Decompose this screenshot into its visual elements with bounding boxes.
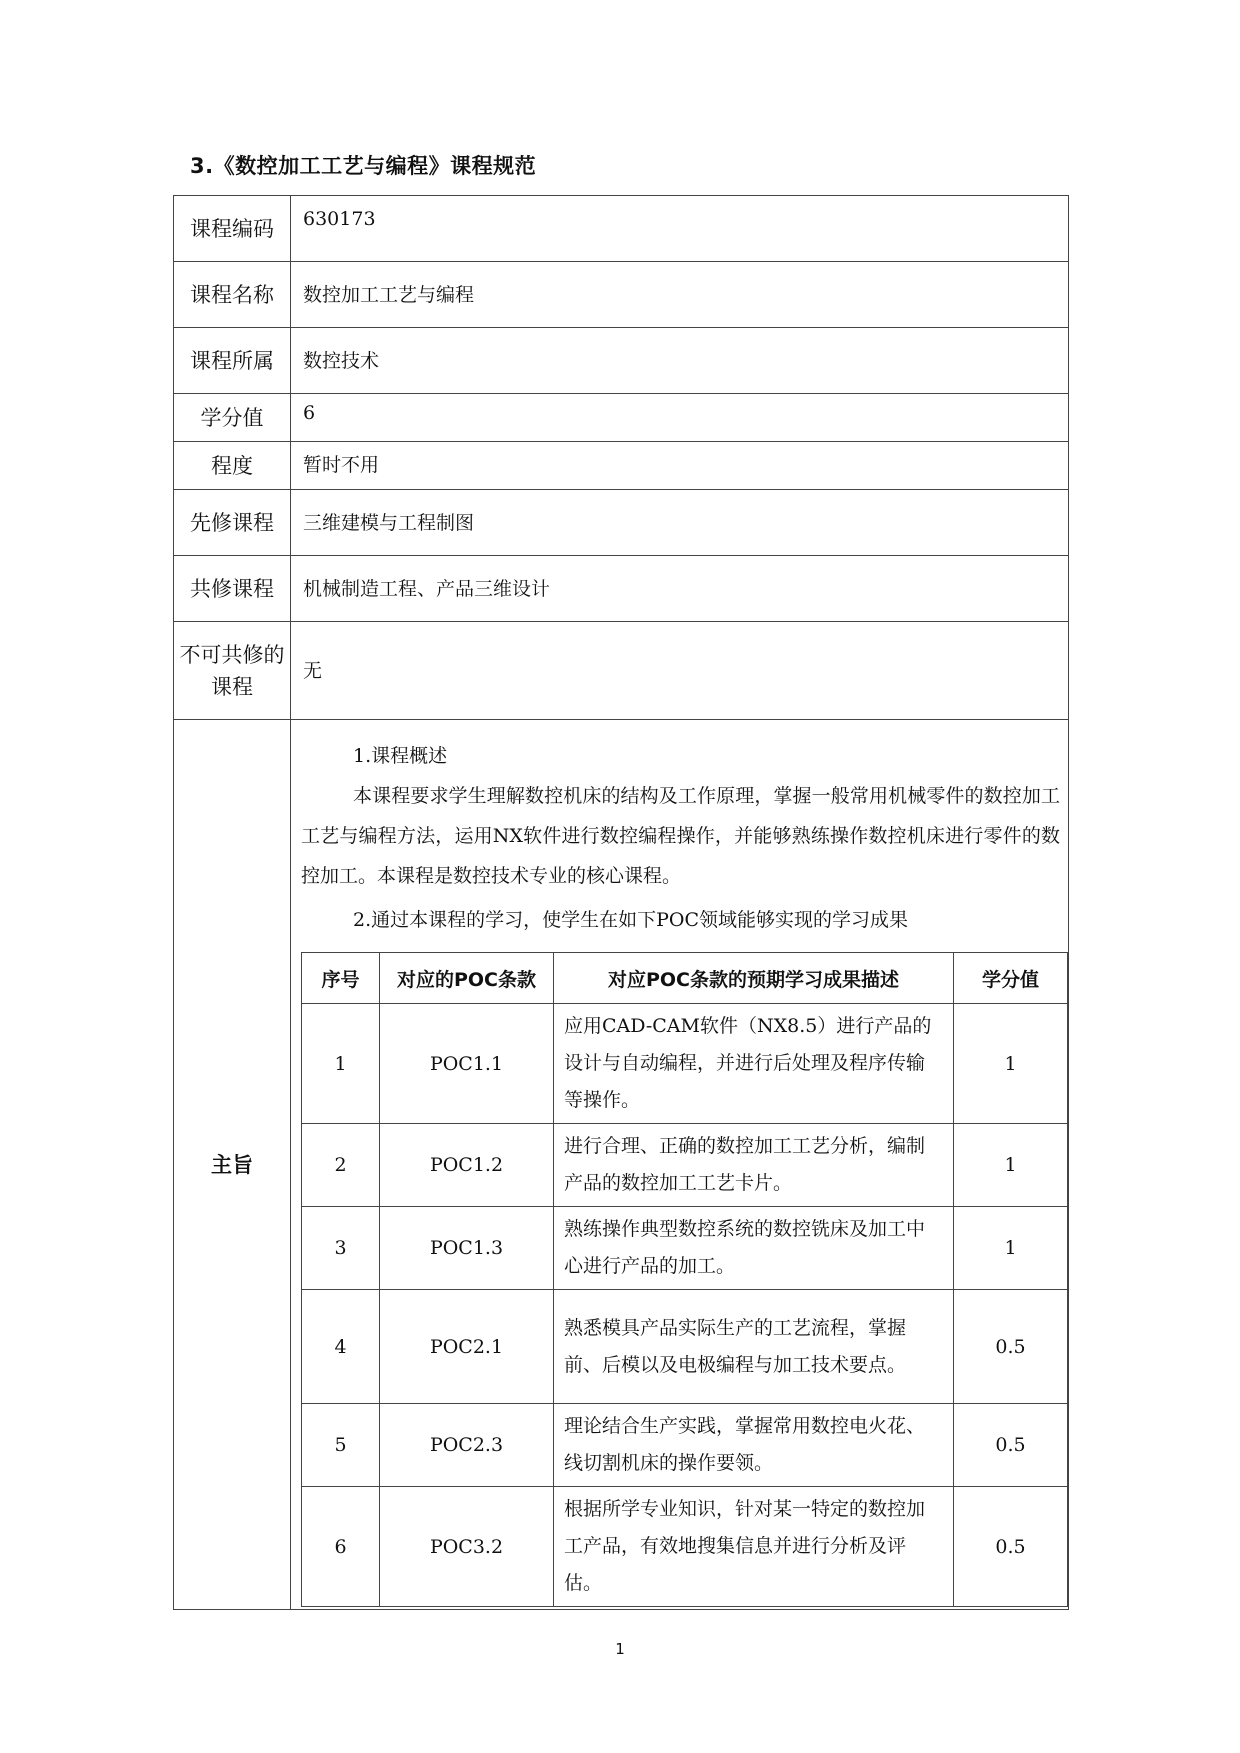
cell-desc: 应用CAD-CAM软件（NX8.5）进行产品的设计与自动编程，并进行后处理及程序传输等操作。	[554, 1004, 954, 1124]
cell-poc: POC1.1	[380, 1004, 554, 1124]
row-label: 课程名称	[174, 262, 291, 328]
cell-no: 2	[302, 1124, 380, 1207]
cell-credit: 0.5	[954, 1290, 1068, 1404]
cell-credit: 0.5	[954, 1487, 1068, 1607]
cell-poc: POC3.2	[380, 1487, 554, 1607]
document-title: 3.《数控加工工艺与编程》课程规范	[190, 154, 537, 178]
cell-desc: 理论结合生产实践，掌握常用数控电火花、线切割机床的操作要领。	[554, 1404, 954, 1487]
table-row	[302, 1487, 1068, 1607]
main-purpose-row	[174, 720, 1069, 1610]
cell-credit: 1	[954, 1207, 1068, 1290]
row-value: 三维建模与工程制图	[303, 512, 475, 534]
cell-credit: 1	[954, 1004, 1068, 1124]
table-row	[302, 1004, 1068, 1124]
cell-no: 6	[302, 1487, 380, 1607]
info-row	[174, 328, 1069, 394]
row-label: 共修课程	[174, 556, 291, 622]
info-row	[174, 442, 1069, 490]
cell-credit: 1	[954, 1124, 1068, 1207]
row-value: 暂时不用	[303, 454, 380, 476]
cell-no: 5	[302, 1404, 380, 1487]
cell-poc: POC2.3	[380, 1404, 554, 1487]
row-value: 数控技术	[303, 350, 380, 372]
cell-credit: 0.5	[954, 1404, 1068, 1487]
header-no: 序号	[302, 953, 380, 1004]
page-number: 1	[615, 1640, 625, 1658]
info-row	[174, 262, 1069, 328]
header-credit: 学分值	[954, 953, 1068, 1004]
info-row	[174, 490, 1069, 556]
cell-poc: POC1.2	[380, 1124, 554, 1207]
row-label: 学分值	[174, 394, 291, 442]
cell-no: 1	[302, 1004, 380, 1124]
section1-heading: 1.课程概述	[353, 745, 448, 767]
info-row	[174, 622, 1069, 720]
table-row	[302, 1124, 1068, 1207]
info-row	[174, 556, 1069, 622]
cell-no: 3	[302, 1207, 380, 1290]
row-value: 数控加工工艺与编程	[303, 284, 475, 306]
cell-desc: 熟练操作典型数控系统的数控铣床及加工中心进行产品的加工。	[554, 1207, 954, 1290]
section1-text: 本课程要求学生理解数控机床的结构及工作原理，掌握一般常用机械零件的数控加工工艺与编程方法，运用NX软件进行数控编程操作，并能够熟练操作数控机床进行零件的数控加工。本课程是数控技术专业的核心课程。	[301, 785, 1060, 887]
row-value: 机械制造工程、产品三维设计	[303, 578, 551, 600]
table-row	[302, 1207, 1068, 1290]
section2-heading: 2.通过本课程的学习，使学生在如下POC领域能够实现的学习成果	[353, 909, 909, 931]
main-purpose-body	[291, 720, 1069, 1610]
cell-poc: POC1.3	[380, 1207, 554, 1290]
row-value: 无	[303, 660, 323, 682]
cell-desc: 进行合理、正确的数控加工工艺分析，编制产品的数控加工工艺卡片。	[554, 1124, 954, 1207]
info-row	[174, 196, 1069, 262]
row-label: 课程编码	[174, 196, 291, 262]
row-label: 先修课程	[174, 490, 291, 556]
row-label: 程度	[174, 442, 291, 490]
poc-table-header	[302, 953, 1068, 1004]
course-spec-table	[173, 195, 1069, 1610]
row-label: 不可共修的课程	[174, 622, 291, 720]
header-poc: 对应的POC条款	[380, 953, 554, 1004]
table-row	[302, 1404, 1068, 1487]
table-row	[302, 1290, 1068, 1404]
poc-table	[301, 952, 1068, 1607]
info-row	[174, 394, 1069, 442]
row-value: 6	[303, 402, 316, 424]
cell-desc: 熟悉模具产品实际生产的工艺流程，掌握前、后模以及电极编程与加工技术要点。	[554, 1290, 954, 1404]
header-desc: 对应POC条款的预期学习成果描述	[554, 953, 954, 1004]
row-value: 630173	[303, 208, 376, 230]
cell-desc: 根据所学专业知识，针对某一特定的数控加工产品，有效地搜集信息并进行分析及评估。	[554, 1487, 954, 1607]
row-label: 课程所属	[174, 328, 291, 394]
cell-no: 4	[302, 1290, 380, 1404]
main-purpose-label: 主旨	[174, 720, 291, 1610]
cell-poc: POC2.1	[380, 1290, 554, 1404]
